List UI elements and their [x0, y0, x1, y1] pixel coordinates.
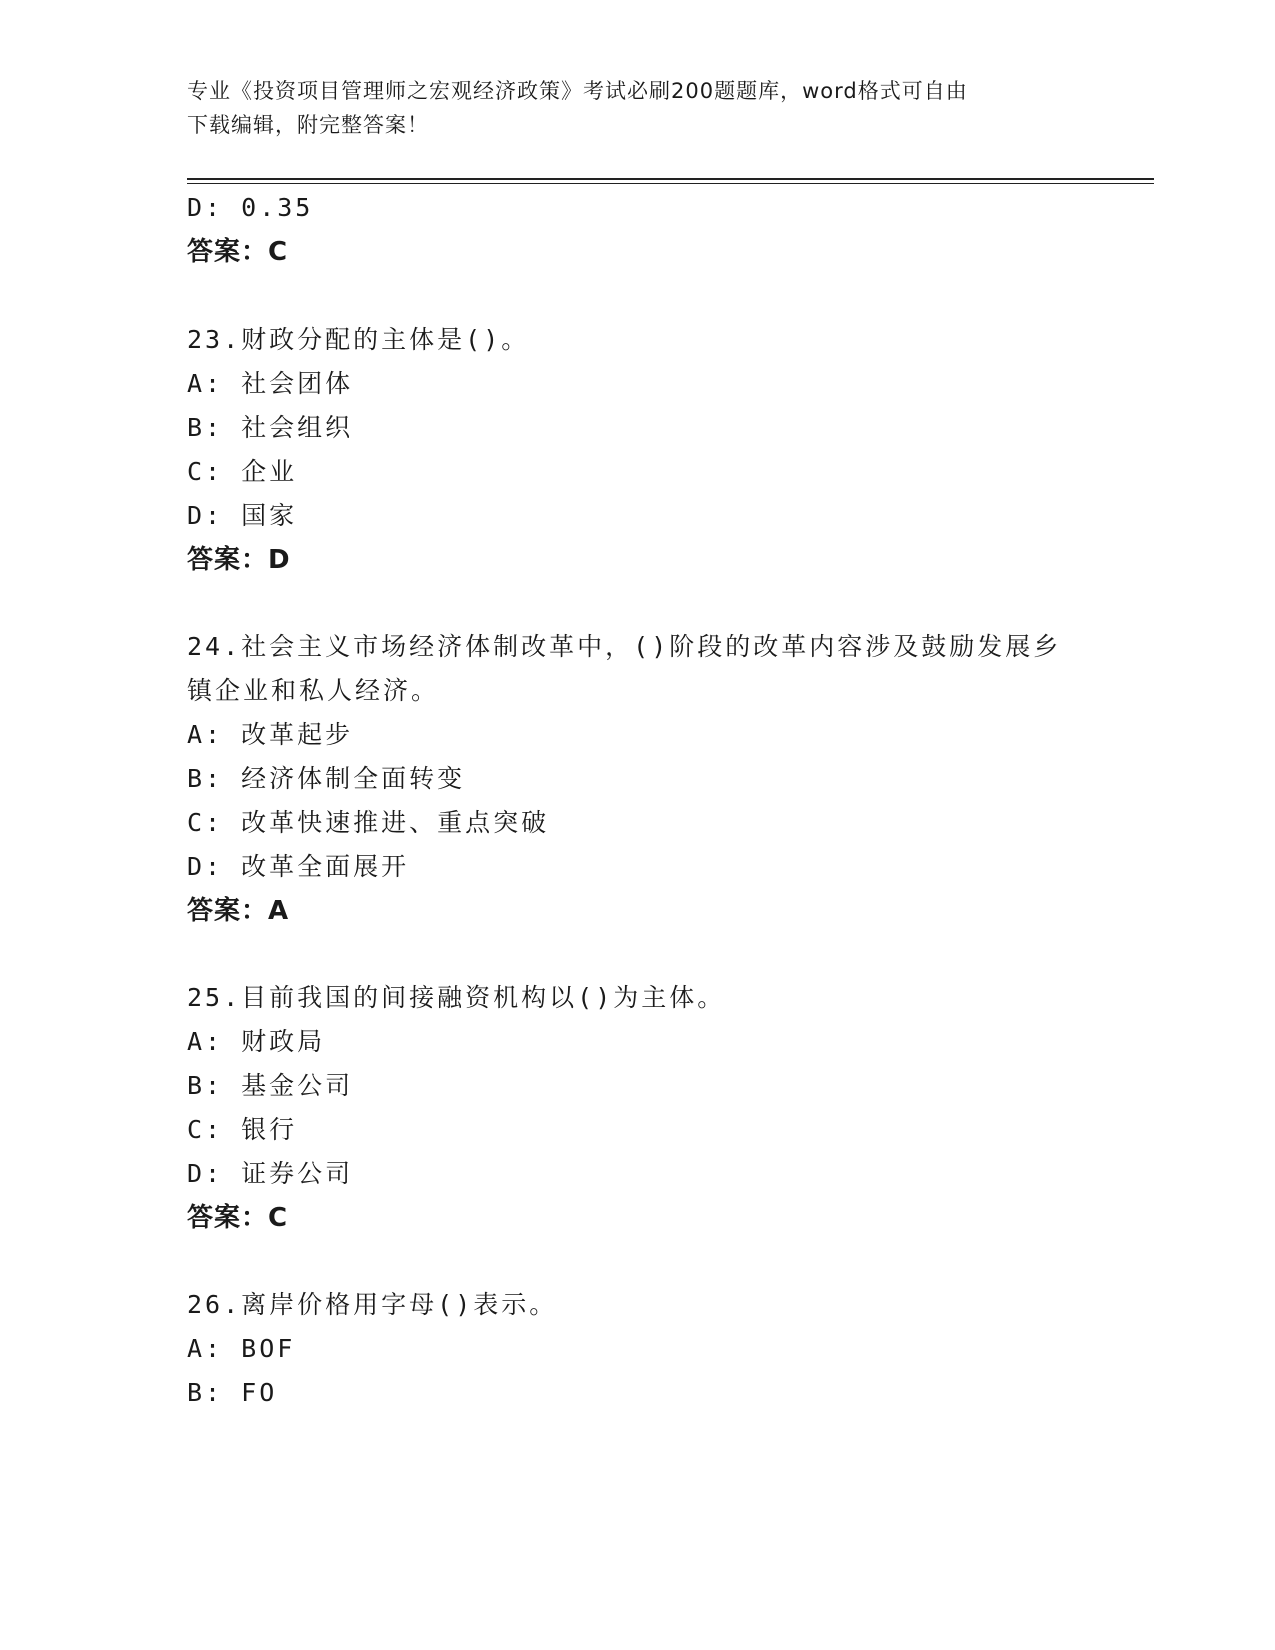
header-divider — [187, 178, 1154, 180]
option-d: D: 0.35 — [187, 193, 314, 222]
header-line-1: 专业《投资项目管理师之宏观经济政策》考试必刷200题题库，word格式可自由 — [187, 79, 968, 103]
option-a: A: 社会团体 — [187, 369, 354, 398]
option-a: A: 财政局 — [187, 1027, 326, 1056]
option-b: B: 社会组织 — [187, 413, 354, 442]
option-c: C: 企业 — [187, 457, 298, 486]
answer: 答案：D — [187, 545, 291, 575]
option-b: B: 基金公司 — [187, 1071, 354, 1100]
option-c: C: 银行 — [187, 1115, 298, 1144]
answer: 答案：C — [187, 1203, 289, 1233]
option-b: B: 经济体制全面转变 — [187, 764, 466, 793]
option-c: C: 改革快速推进、重点突破 — [187, 808, 550, 837]
question-stem: 23.财政分配的主体是()。 — [187, 325, 530, 354]
header-divider-thin — [187, 183, 1154, 184]
option-d: D: 改革全面展开 — [187, 852, 410, 881]
question-stem: 26.离岸价格用字母()表示。 — [187, 1290, 558, 1319]
question-stem-line-2: 镇企业和私人经济。 — [187, 676, 440, 705]
option-b: B: FO — [187, 1378, 278, 1407]
question-stem-line-1: 24.社会主义市场经济体制改革中，()阶段的改革内容涉及鼓励发展乡 — [187, 632, 1062, 661]
option-a: A: 改革起步 — [187, 720, 354, 749]
option-d: D: 国家 — [187, 501, 298, 530]
option-d: D: 证券公司 — [187, 1159, 354, 1188]
header-line-2: 下载编辑，附完整答案！ — [187, 113, 429, 137]
document-header — [187, 74, 1087, 142]
answer: 答案：C — [187, 237, 289, 267]
question-stem: 25.目前我国的间接融资机构以()为主体。 — [187, 983, 726, 1012]
option-a: A: BOF — [187, 1334, 296, 1363]
answer: 答案：A — [187, 896, 290, 926]
